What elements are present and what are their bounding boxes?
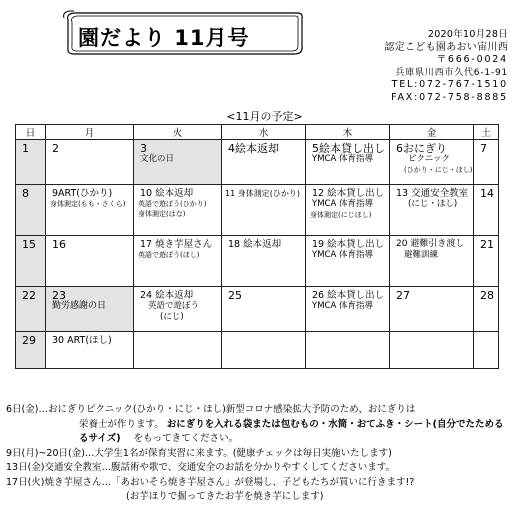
day-number: 21 [480,238,494,251]
calendar-day-cell [474,287,499,332]
day-event: (ひかり・にじ・ほし) [404,166,473,174]
weekday-header: 月 [46,125,134,140]
day-event: 避難訓練 [404,250,439,260]
day-event: 身体測定(もも・さくら) [50,200,126,208]
calendar-day-cell [306,185,390,236]
day-number: 4絵本返却 [228,142,279,155]
calendar-day-cell [134,287,222,332]
calendar-day-cell [222,332,306,369]
calendar-week [16,236,499,287]
postal-code: 〒666-0024 [436,54,508,65]
organization-name: 認定こども園あおい宙川西 [384,41,508,53]
calendar-day-cell [390,140,474,185]
day-number: 16 [52,238,66,251]
day-number: 2 [52,142,59,155]
day-number: 30 ART(ほし) [52,335,112,346]
calendar-day-cell [16,332,46,369]
calendar-day-cell [46,236,134,287]
note-emphasis: おにぎりを入れる袋または包むもの・水筒・おてふき・シート(自分でたためる [166,418,504,430]
note-line: 9日(月)~20日(金)…大学生1名が保育実習に来ます。(健康チェックは毎日実施いたします) [6,447,392,459]
day-number: 22 [22,289,36,302]
schedule-title: <11月の予定> [226,110,303,123]
notes-section [6,403,526,505]
day-number: 7 [480,142,487,155]
day-number: 17 焼き芋屋さん [140,239,213,250]
day-number: 15 [22,238,36,251]
newsletter-title: 園だより 11月号 [78,26,250,50]
calendar-day-cell [306,140,390,185]
day-number: 29 [22,334,36,347]
day-number: 9ART(ひかり) [52,188,113,199]
calendar-week [16,332,499,369]
day-number: 11 身体測定(ひかり) [225,189,300,198]
title-banner [62,10,306,56]
weekday-header: 火 [134,125,222,140]
calendar-day-cell [474,236,499,287]
calendar-day-cell [306,332,390,369]
note-line [6,418,526,433]
weekday-header: 水 [222,125,306,140]
calendar-day-cell [390,287,474,332]
calendar-day-cell [390,332,474,369]
day-number: 10 絵本返却 [140,188,194,199]
calendar-week [16,140,499,185]
weekday-header: 土 [474,125,499,140]
calendar-day-cell [474,332,499,369]
calendar-day-cell [222,287,306,332]
day-number: 27 [396,289,410,302]
note-line: 6日(金)…おにぎりピクニック(ひかり・にじ・ほし)新型コロナ感染拡大予防のため、おにぎりは [6,404,416,415]
weekday-header: 金 [390,125,474,140]
day-number: 5絵本貸し出し [312,142,385,155]
weekday-header: 木 [306,125,390,140]
day-event: YMCA 体育指導 [312,154,373,164]
calendar-day-cell [16,140,46,185]
day-event: 英語で遊ぼう [148,301,200,311]
calendar-day-cell [46,140,134,185]
day-number: 19 絵本貸し出し [312,239,385,250]
day-number: 6おにぎり [396,142,447,155]
day-number: 13 交通安全教室 [396,188,469,199]
note-line [6,432,526,447]
calendar-week [16,185,499,236]
day-number: 18 絵本返却 [228,239,282,250]
calendar-day-cell [474,185,499,236]
day-event: YMCA 体育指導 [312,250,373,260]
fax-number: FAX:072-758-8885 [391,91,508,103]
calendar-day-cell [306,287,390,332]
header-info [384,29,508,104]
day-event: ピクニック [408,154,450,164]
calendar-day-cell [46,185,134,236]
calendar-day-cell [222,236,306,287]
calendar-day-cell [390,236,474,287]
calendar-day-cell [306,236,390,287]
day-number: 25 [228,289,242,302]
day-event: 文化の日 [140,154,175,164]
calendar-day-cell [46,332,134,369]
note-emphasis: るサイズ) [79,433,121,444]
calendar-table [15,124,499,369]
calendar-week [16,287,499,332]
address: 兵庫県川西市久代6-1-91 [395,67,508,78]
note-text: をもってきてください。 [133,433,239,444]
note-text: 栄養士が作ります。 [79,418,164,430]
day-number: 1 [22,142,29,155]
day-event: YMCA 体育指導 [312,199,373,209]
calendar-day-cell [16,236,46,287]
day-number: 8 [22,187,29,200]
day-event: (にじ・ほし) [408,199,458,209]
day-number: 14 [480,187,494,200]
day-event: 身体測定(にじほし) [310,211,372,219]
note-line: 17日(火)焼き芋屋さん…「あおいそら焼き芋屋さん」が登場し、子どもたちが買いに行きます!? [6,476,415,488]
calendar-day-cell [474,140,499,185]
calendar-day-cell [222,140,306,185]
issue-date: 2020年10月28日 [427,29,508,40]
day-number: 28 [480,289,494,302]
calendar-day-cell [134,236,222,287]
calendar-day-cell [134,140,222,185]
day-event: YMCA 体育指導 [312,301,373,311]
weekday-header: 日 [16,125,46,140]
phone-number: TEL:072-767-1510 [391,79,508,90]
day-event: 英語で遊ぼう(ほし) [138,251,200,259]
day-number: 3 [140,142,147,155]
day-event: 身体測定(はな) [138,210,186,218]
calendar-day-cell [16,287,46,332]
calendar-day-cell [390,185,474,236]
day-event: 勤労感謝の日 [52,301,107,311]
calendar-header-row [16,125,499,140]
calendar-day-cell [134,185,222,236]
day-event: 英語で遊ぼう(ひかり) [138,200,207,208]
calendar-day-cell [16,185,46,236]
calendar-day-cell [222,185,306,236]
day-number: 24 絵本返却 [140,290,194,301]
day-number: 26 絵本貸し出し [312,290,385,301]
note-line: 13日(金)交通安全教室…腹話術や歌で、交通安全のお話を分かりやすくしてくださいます。 [6,462,396,473]
calendar-day-cell [46,287,134,332]
day-number: 12 絵本貸し出し [312,188,385,199]
day-number: 23 [52,289,66,302]
calendar-day-cell [134,332,222,369]
day-number: 20 避難引き渡し [396,239,465,249]
note-line: (お芋ほりで掘ってきたお芋を焼き芋にします) [126,491,324,502]
day-event: (にじ) [160,312,184,322]
